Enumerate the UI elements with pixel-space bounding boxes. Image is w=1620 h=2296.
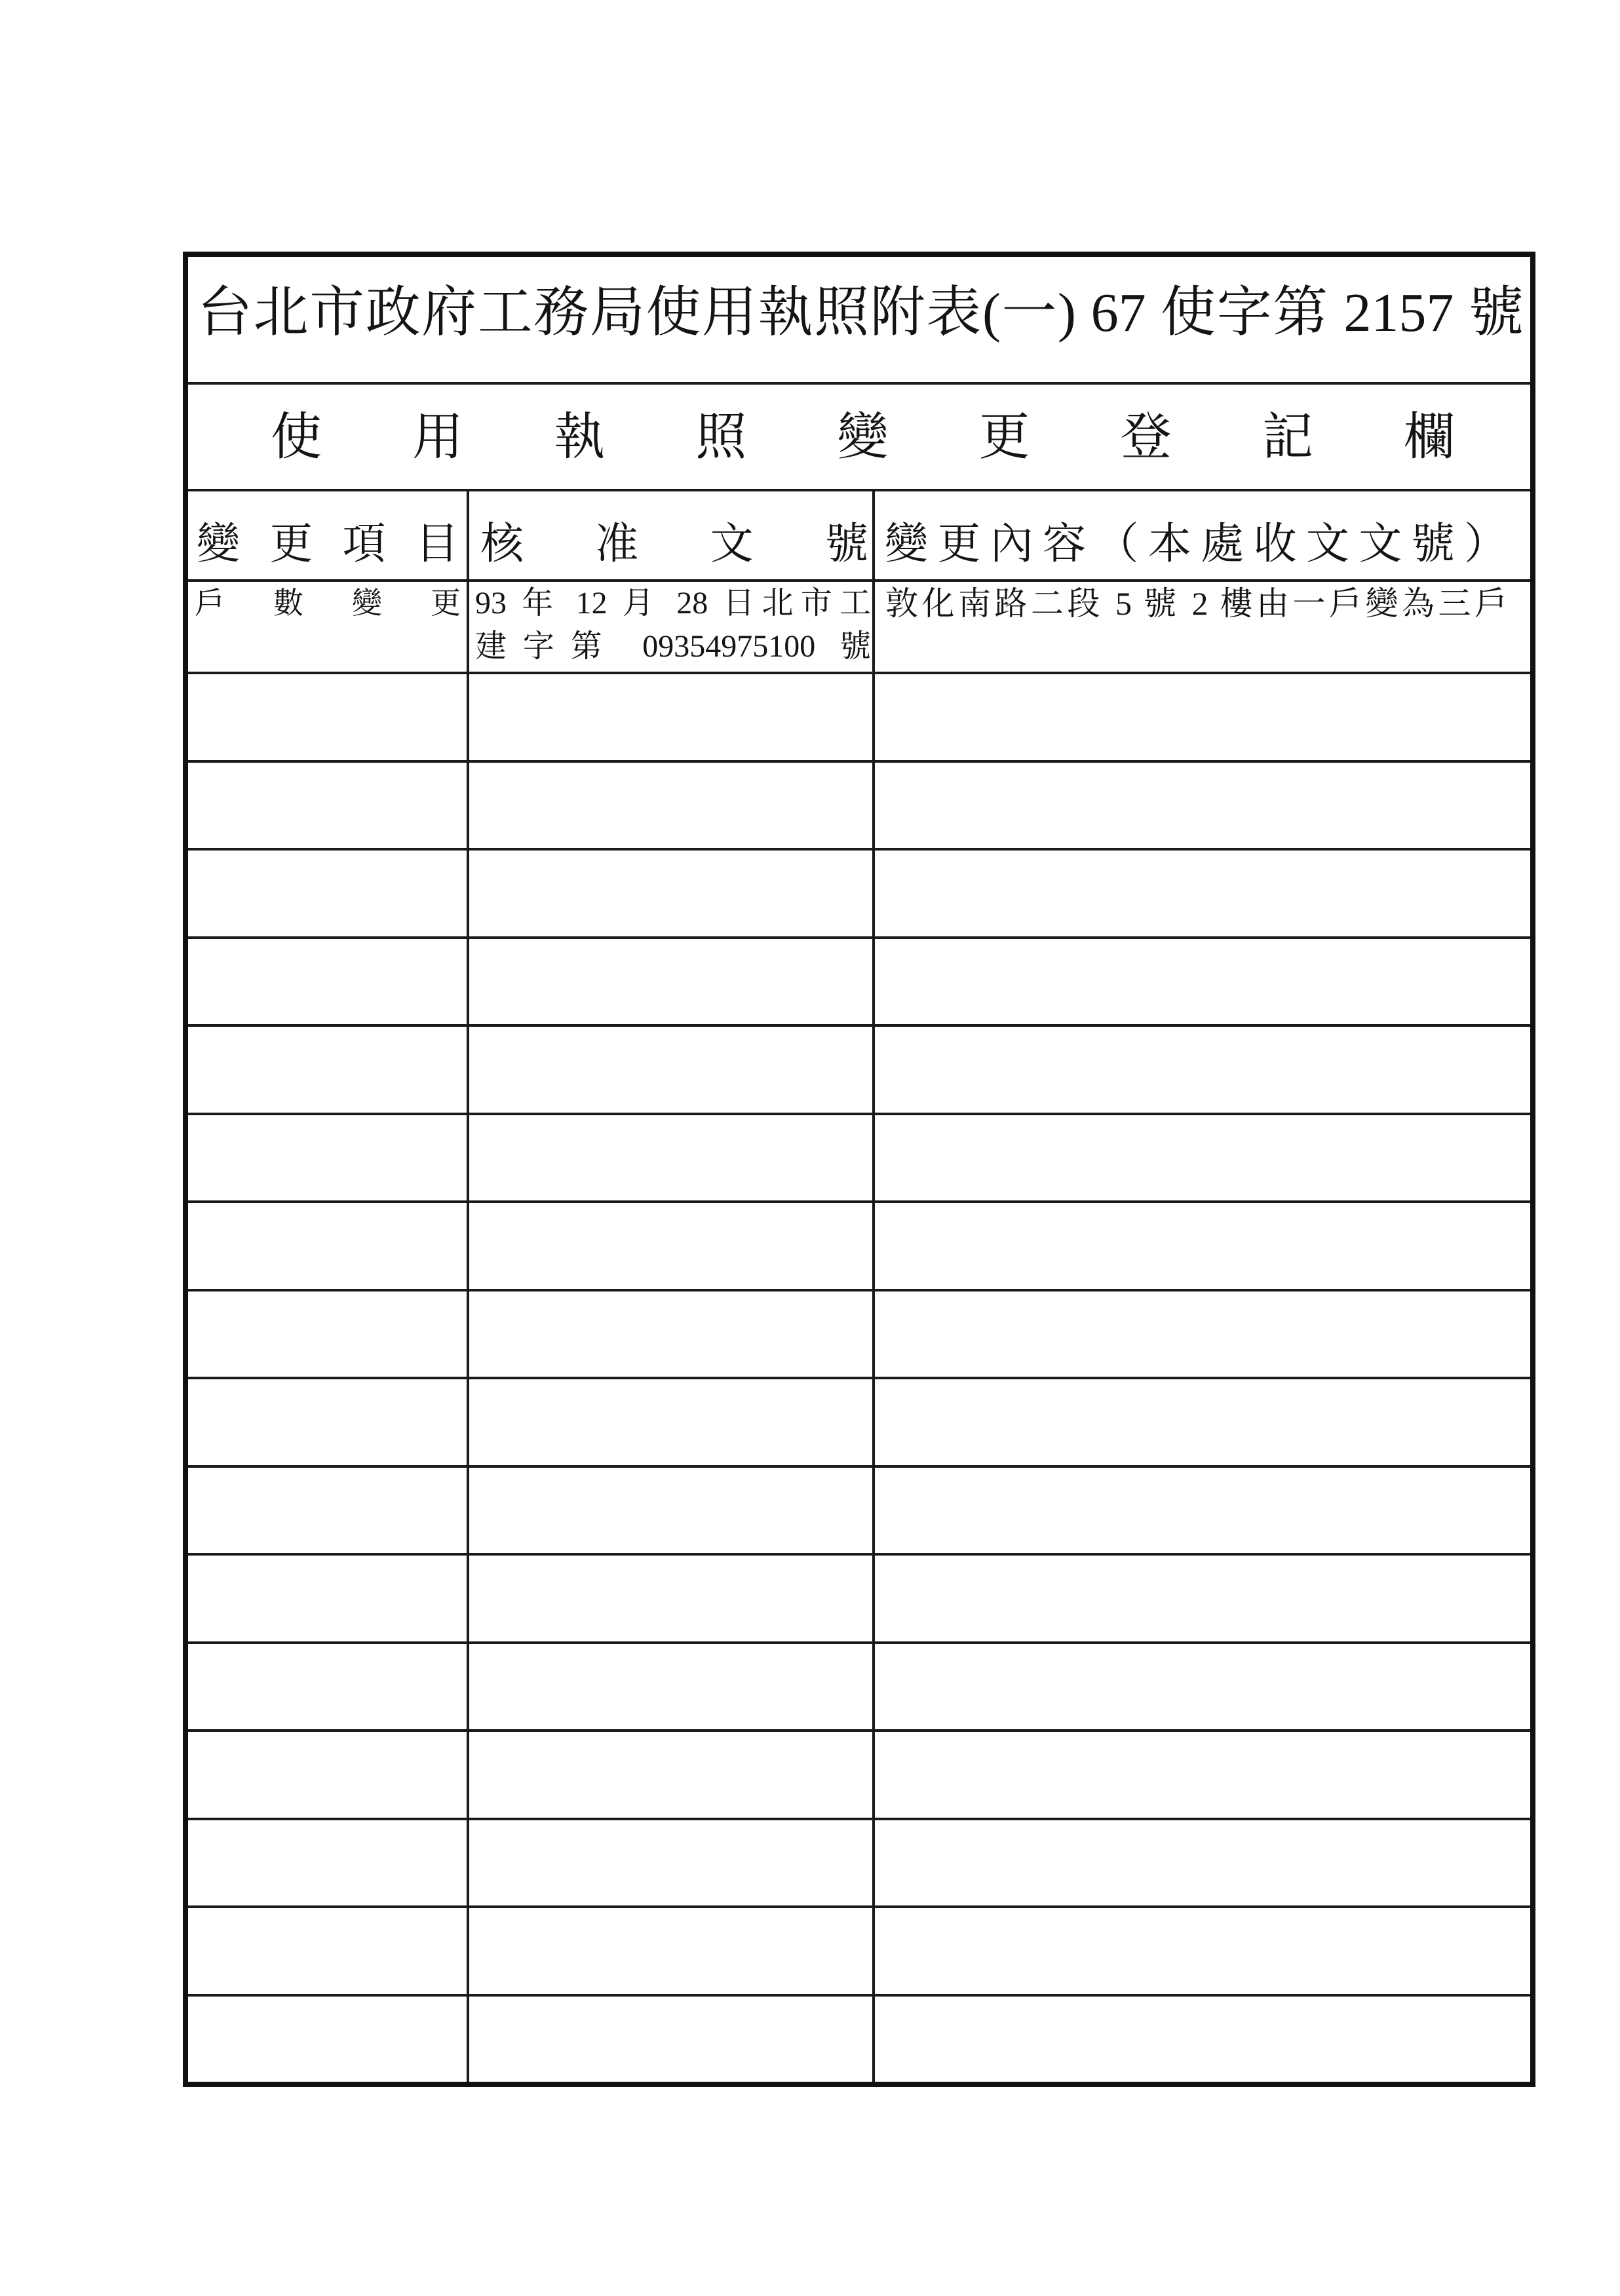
blank-cell: [188, 1203, 467, 1289]
blank-cell: [872, 763, 1530, 849]
column-header-approval-number-cell: [467, 491, 872, 579]
blank-row: [188, 1553, 1530, 1641]
column-header-change-item: 變 更 項 目: [197, 520, 459, 568]
blank-cell: [872, 1732, 1530, 1818]
blank-cell: [188, 1997, 467, 2082]
blank-row: [188, 936, 1530, 1025]
blank-cell: [188, 1556, 467, 1641]
blank-cell: [872, 674, 1530, 760]
blank-cell: [872, 939, 1530, 1025]
blank-cell: [467, 1115, 872, 1201]
blank-cell: [467, 1027, 872, 1113]
blank-cell: [188, 674, 467, 760]
blank-cell: [467, 763, 872, 849]
blank-row: [188, 672, 1530, 760]
blank-cell: [188, 939, 467, 1025]
column-header-change-content: 變更內容（本處收文文號）: [885, 520, 1514, 568]
blank-row: [188, 760, 1530, 849]
blank-row: [188, 1289, 1530, 1377]
blank-cell: [467, 1379, 872, 1465]
blank-cell: [872, 1644, 1530, 1730]
column-header-change-content-cell: [872, 491, 1530, 579]
blank-cell: [872, 1556, 1530, 1641]
entry-change-content-cell: [872, 582, 1530, 672]
blank-cell: [467, 1908, 872, 1994]
blank-cell: [467, 1732, 872, 1818]
section-heading-row: [188, 382, 1530, 489]
blank-cell: [872, 1908, 1530, 1994]
blank-cell: [872, 1027, 1530, 1113]
section-heading: 使 用 執 照 變 更 登 記 欄: [271, 408, 1455, 465]
blank-cell: [467, 939, 872, 1025]
blank-cell: [467, 1203, 872, 1289]
blank-cell: [467, 1556, 872, 1641]
blank-row: [188, 1641, 1530, 1730]
blank-rows: [188, 672, 1530, 2082]
blank-row: [188, 848, 1530, 936]
blank-cell: [467, 1644, 872, 1730]
blank-cell: [188, 1908, 467, 1994]
entry-approval-number-cell: [467, 582, 872, 672]
column-header-row: [188, 489, 1530, 579]
blank-cell: [188, 851, 467, 936]
blank-row: [188, 1113, 1530, 1201]
entry-change-content: 敦化南路二段 5 號 2 樓由一戶變為三戶: [885, 585, 1507, 622]
blank-row: [188, 1465, 1530, 1554]
blank-cell: [467, 851, 872, 936]
form-title: 台北市政府工務局使用執照附表(一) 67 使字第 2157 號: [197, 282, 1524, 343]
blank-cell: [872, 1115, 1530, 1201]
blank-row: [188, 1024, 1530, 1113]
blank-cell: [872, 1203, 1530, 1289]
blank-cell: [188, 1820, 467, 1906]
blank-row: [188, 1994, 1530, 2082]
blank-cell: [188, 1115, 467, 1201]
blank-cell: [467, 1820, 872, 1906]
blank-cell: [872, 1997, 1530, 2082]
blank-row: [188, 1200, 1530, 1289]
entry-change-item-cell: [188, 582, 467, 672]
blank-cell: [872, 1379, 1530, 1465]
blank-cell: [872, 851, 1530, 936]
blank-cell: [467, 1468, 872, 1554]
entry-change-item: 戶 數 變 更: [195, 586, 461, 620]
blank-cell: [188, 1027, 467, 1113]
blank-cell: [467, 1997, 872, 2082]
blank-cell: [467, 674, 872, 760]
blank-cell: [188, 1732, 467, 1818]
blank-row: [188, 1377, 1530, 1465]
blank-row: [188, 1905, 1530, 1994]
blank-cell: [872, 1820, 1530, 1906]
entry-approval-number-line2: 建字第 09354975100 號: [475, 629, 871, 664]
table-row: [188, 579, 1530, 672]
entry-approval-number-line1: 93 年 12 月 28 日北市工: [475, 586, 871, 621]
blank-cell: [467, 1292, 872, 1377]
blank-row: [188, 1818, 1530, 1906]
title-row: [188, 257, 1530, 382]
blank-cell: [872, 1468, 1530, 1554]
blank-cell: [188, 763, 467, 849]
blank-cell: [188, 1292, 467, 1377]
column-header-change-item-cell: [188, 491, 467, 579]
blank-cell: [188, 1379, 467, 1465]
blank-cell: [188, 1644, 467, 1730]
blank-cell: [188, 1468, 467, 1554]
permit-change-register-form: [183, 252, 1535, 2087]
blank-cell: [872, 1292, 1530, 1377]
blank-row: [188, 1729, 1530, 1818]
column-header-approval-number: 核 准 文 號: [480, 520, 868, 568]
